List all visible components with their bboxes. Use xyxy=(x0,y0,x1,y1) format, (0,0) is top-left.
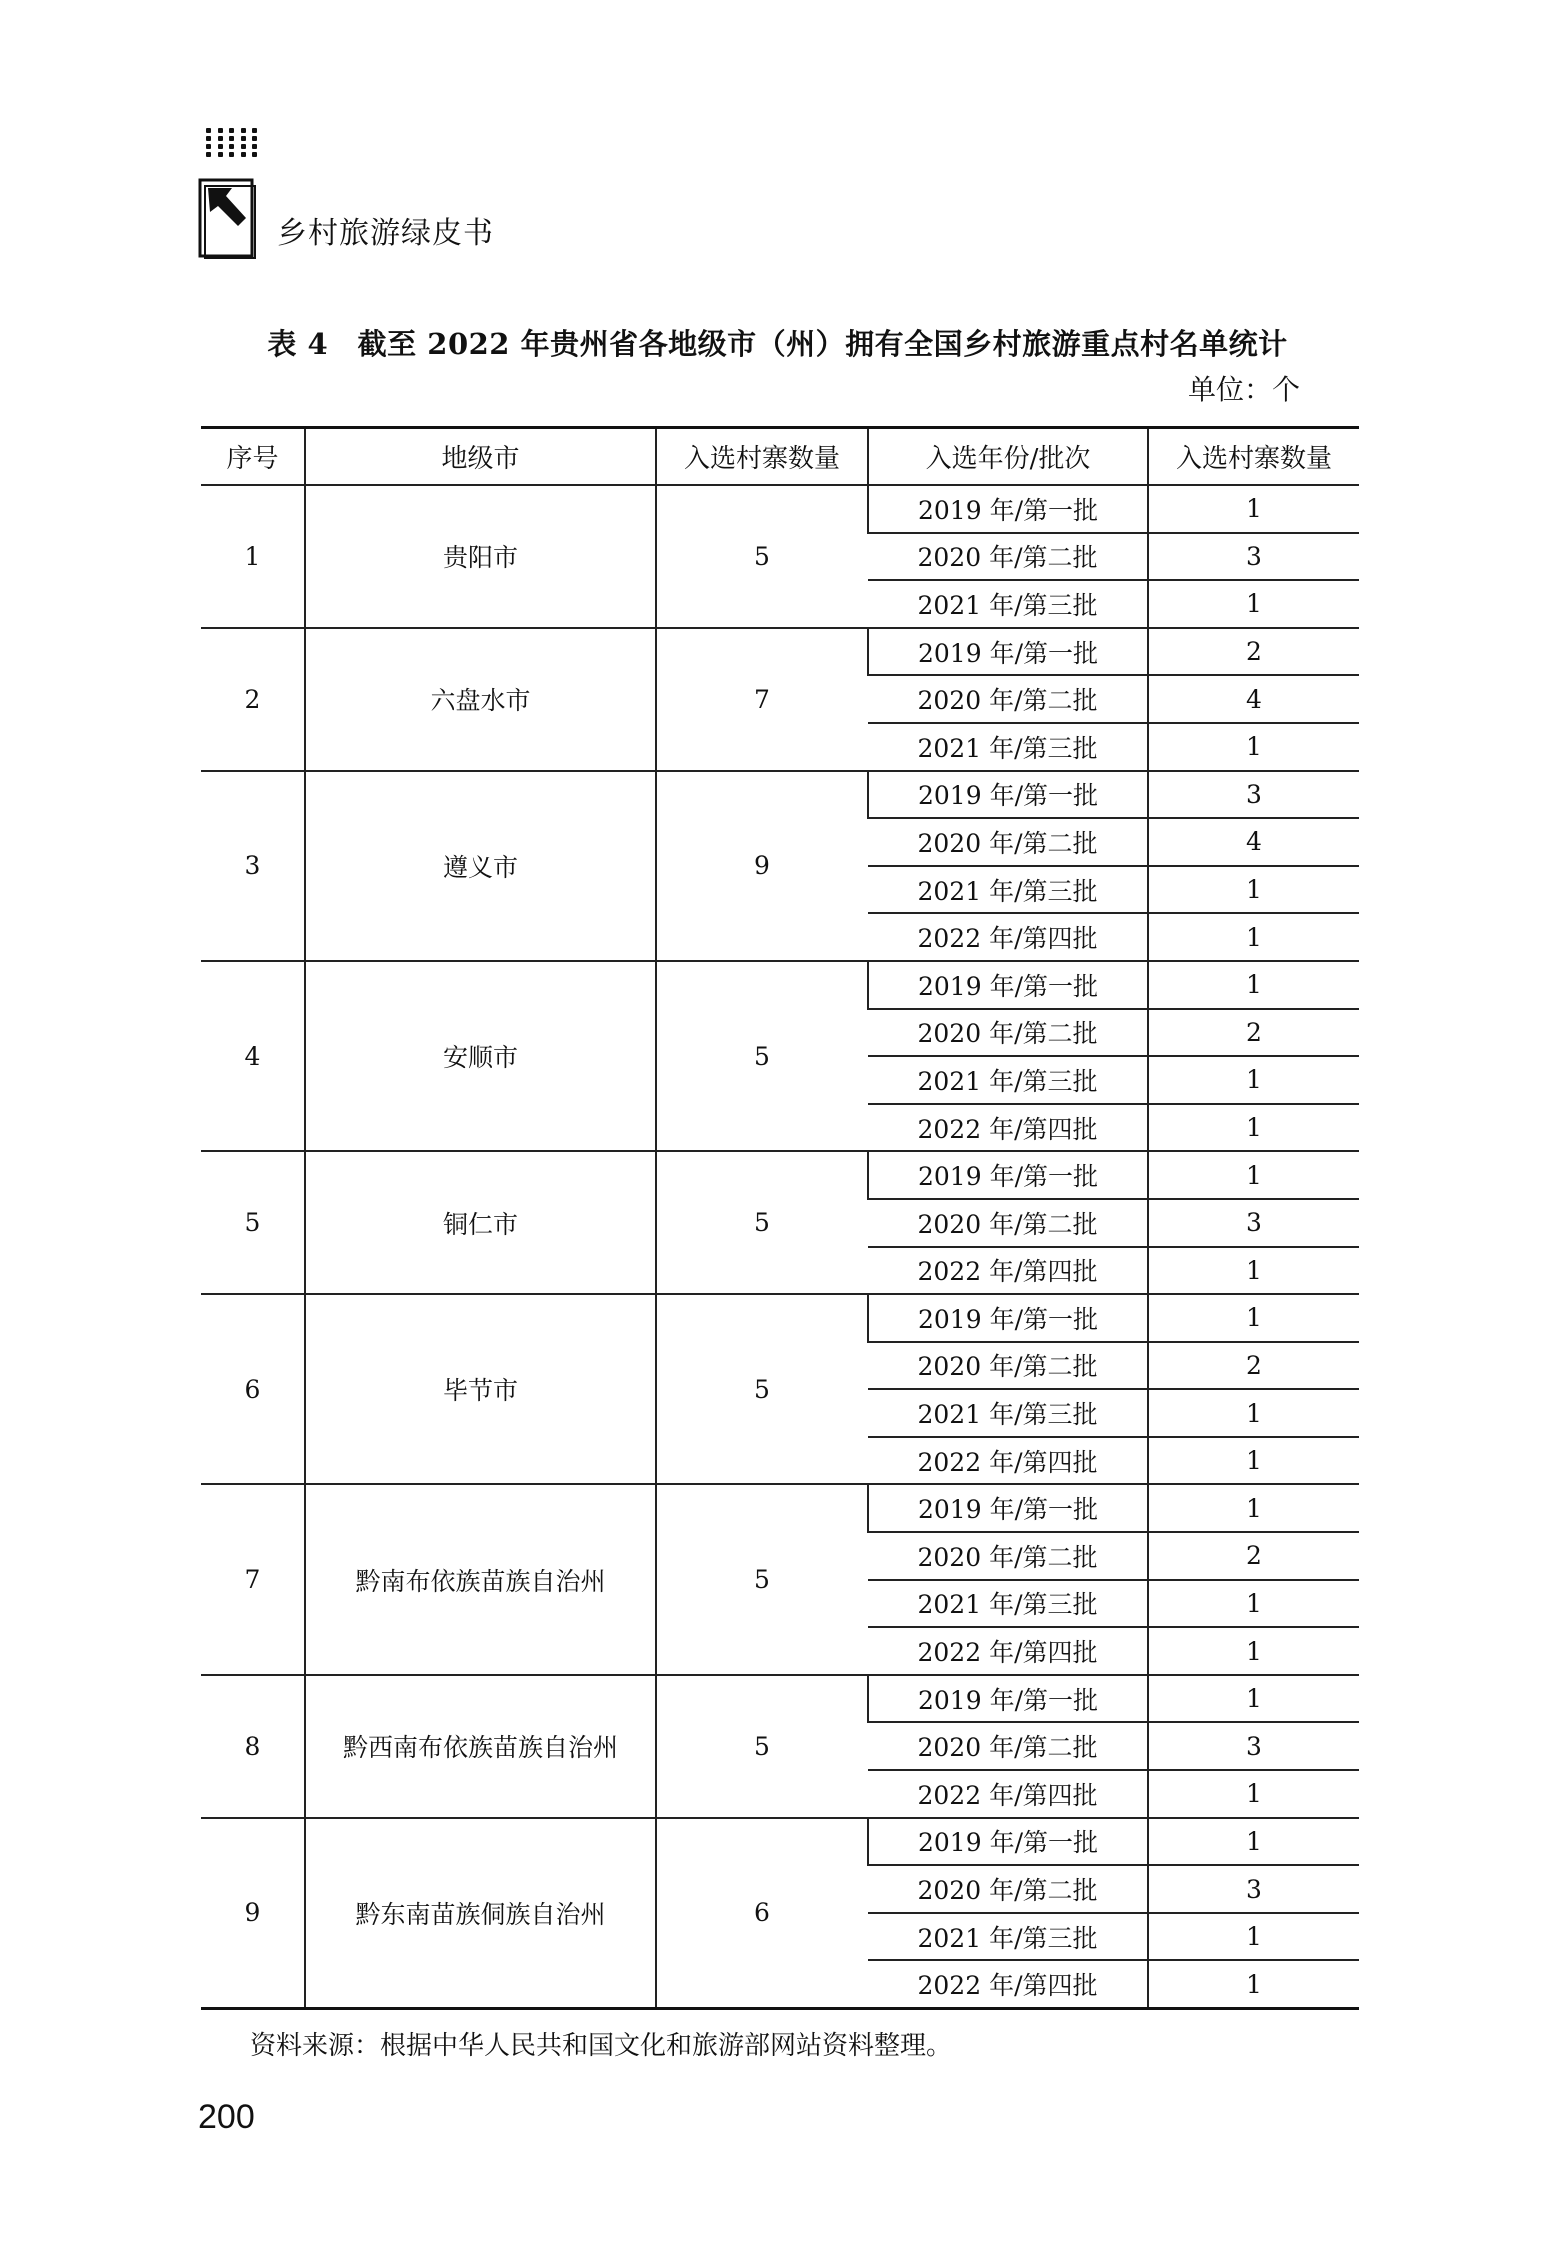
col-header-batch: 入选年份/批次 xyxy=(868,428,1148,486)
cell-city: 贵阳市 xyxy=(305,485,656,628)
cell-batch: 2019 年/第一批 xyxy=(868,961,1148,1009)
cell-count: 1 xyxy=(1148,723,1359,771)
cell-batch: 2020 年/第二批 xyxy=(868,1865,1148,1913)
table-caption: 表 4 截至 2022 年贵州省各地级市（州）拥有全国乡村旅游重点村名单统计 xyxy=(267,327,1288,361)
cell-batch: 2022 年/第四批 xyxy=(868,1104,1148,1152)
cell-count: 2 xyxy=(1148,1532,1359,1580)
cell-count: 1 xyxy=(1148,866,1359,914)
cell-batch: 2021 年/第三批 xyxy=(868,1580,1148,1628)
cell-batch: 2020 年/第二批 xyxy=(868,1342,1148,1390)
table-row xyxy=(201,1294,1359,1342)
cell-count: 3 xyxy=(1148,771,1359,819)
table-row xyxy=(201,1151,1359,1199)
cell-batch: 2019 年/第一批 xyxy=(868,628,1148,676)
cell-batch: 2022 年/第四批 xyxy=(868,1437,1148,1485)
table-row xyxy=(201,1818,1359,1866)
cell-batch: 2021 年/第三批 xyxy=(868,1389,1148,1437)
cell-city: 黔南布依族苗族自治州 xyxy=(305,1484,656,1674)
cell-batch: 2020 年/第二批 xyxy=(868,675,1148,723)
cell-count: 1 xyxy=(1148,1294,1359,1342)
cell-count: 1 xyxy=(1148,1104,1359,1152)
cell-batch: 2019 年/第一批 xyxy=(868,1675,1148,1723)
cell-batch: 2019 年/第一批 xyxy=(868,1151,1148,1199)
cell-city: 黔西南布依族苗族自治州 xyxy=(305,1675,656,1818)
cell-batch: 2021 年/第三批 xyxy=(868,1913,1148,1961)
table-row xyxy=(201,961,1359,1009)
cell-city: 六盘水市 xyxy=(305,628,656,771)
cell-batch: 2022 年/第四批 xyxy=(868,1247,1148,1295)
cell-index: 1 xyxy=(201,485,305,628)
book-title: 乡村旅游绿皮书 xyxy=(277,216,494,251)
cell-total: 5 xyxy=(656,1675,868,1818)
cell-index: 2 xyxy=(201,628,305,771)
cell-count: 3 xyxy=(1148,533,1359,581)
cell-batch: 2022 年/第四批 xyxy=(868,1770,1148,1818)
cell-count: 1 xyxy=(1148,961,1359,1009)
table-header-row xyxy=(201,428,1359,486)
cell-count: 1 xyxy=(1148,1818,1359,1866)
table-row xyxy=(201,1484,1359,1532)
cell-total: 5 xyxy=(656,1484,868,1674)
cell-count: 2 xyxy=(1148,1342,1359,1390)
dot-grid-icon xyxy=(206,128,260,157)
book-arrow-icon xyxy=(198,178,258,260)
table-row xyxy=(201,771,1359,819)
cell-count: 2 xyxy=(1148,1009,1359,1057)
cell-count: 1 xyxy=(1148,1675,1359,1723)
source-note: 资料来源：根据中华人民共和国文化和旅游部网站资料整理。 xyxy=(250,2031,953,2061)
cell-count: 3 xyxy=(1148,1722,1359,1770)
cell-total: 5 xyxy=(656,1294,868,1484)
cell-city: 铜仁市 xyxy=(305,1151,656,1294)
cell-count: 1 xyxy=(1148,485,1359,533)
cell-batch: 2022 年/第四批 xyxy=(868,1627,1148,1675)
cell-batch: 2020 年/第二批 xyxy=(868,1199,1148,1247)
cell-total: 9 xyxy=(656,771,868,961)
cell-batch: 2020 年/第二批 xyxy=(868,533,1148,581)
cell-batch: 2022 年/第四批 xyxy=(868,913,1148,961)
cell-batch: 2019 年/第一批 xyxy=(868,1818,1148,1866)
table-row xyxy=(201,1675,1359,1723)
cell-batch: 2022 年/第四批 xyxy=(868,1960,1148,2008)
cell-batch: 2019 年/第一批 xyxy=(868,1484,1148,1532)
cell-index: 5 xyxy=(201,1151,305,1294)
cell-count: 1 xyxy=(1148,1770,1359,1818)
series-logo xyxy=(198,128,258,260)
cell-batch: 2021 年/第三批 xyxy=(868,1056,1148,1104)
cell-city: 毕节市 xyxy=(305,1294,656,1484)
cell-batch: 2020 年/第二批 xyxy=(868,1532,1148,1580)
cell-batch: 2021 年/第三批 xyxy=(868,866,1148,914)
cell-index: 4 xyxy=(201,961,305,1151)
cell-index: 7 xyxy=(201,1484,305,1674)
cell-count: 1 xyxy=(1148,1484,1359,1532)
table-row xyxy=(201,628,1359,676)
cell-count: 1 xyxy=(1148,913,1359,961)
cell-total: 6 xyxy=(656,1818,868,2009)
cell-index: 3 xyxy=(201,771,305,961)
cell-batch: 2021 年/第三批 xyxy=(868,723,1148,771)
cell-count: 1 xyxy=(1148,1960,1359,2008)
col-header-city: 地级市 xyxy=(305,428,656,486)
cell-count: 1 xyxy=(1148,1580,1359,1628)
cell-total: 7 xyxy=(656,628,868,771)
cell-count: 1 xyxy=(1148,1056,1359,1104)
col-header-total: 入选村寨数量 xyxy=(656,428,868,486)
cell-count: 3 xyxy=(1148,1865,1359,1913)
col-header-count: 入选村寨数量 xyxy=(1148,428,1359,486)
cell-batch: 2019 年/第一批 xyxy=(868,1294,1148,1342)
cell-count: 1 xyxy=(1148,1151,1359,1199)
cell-count: 4 xyxy=(1148,818,1359,866)
cell-count: 4 xyxy=(1148,675,1359,723)
cell-city: 遵义市 xyxy=(305,771,656,961)
cell-count: 3 xyxy=(1148,1199,1359,1247)
cell-city: 黔东南苗族侗族自治州 xyxy=(305,1818,656,2009)
table-body xyxy=(201,485,1359,2009)
cell-count: 1 xyxy=(1148,1389,1359,1437)
cell-index: 9 xyxy=(201,1818,305,2009)
table-row xyxy=(201,485,1359,533)
cell-batch: 2019 年/第一批 xyxy=(868,771,1148,819)
cell-total: 5 xyxy=(656,485,868,628)
cell-batch: 2019 年/第一批 xyxy=(868,485,1148,533)
key-villages-table xyxy=(201,426,1359,2010)
cell-count: 1 xyxy=(1148,1437,1359,1485)
page-number: 200 xyxy=(198,2098,255,2136)
cell-total: 5 xyxy=(656,961,868,1151)
cell-count: 1 xyxy=(1148,1913,1359,1961)
cell-count: 1 xyxy=(1148,1627,1359,1675)
cell-count: 2 xyxy=(1148,628,1359,676)
cell-city: 安顺市 xyxy=(305,961,656,1151)
cell-batch: 2021 年/第三批 xyxy=(868,580,1148,628)
cell-batch: 2020 年/第二批 xyxy=(868,818,1148,866)
cell-count: 1 xyxy=(1148,580,1359,628)
unit-label: 单位：个 xyxy=(1187,373,1300,406)
cell-batch: 2020 年/第二批 xyxy=(868,1009,1148,1057)
col-header-index: 序号 xyxy=(201,428,305,486)
cell-index: 6 xyxy=(201,1294,305,1484)
cell-total: 5 xyxy=(656,1151,868,1294)
cell-count: 1 xyxy=(1148,1247,1359,1295)
cell-index: 8 xyxy=(201,1675,305,1818)
cell-batch: 2020 年/第二批 xyxy=(868,1722,1148,1770)
